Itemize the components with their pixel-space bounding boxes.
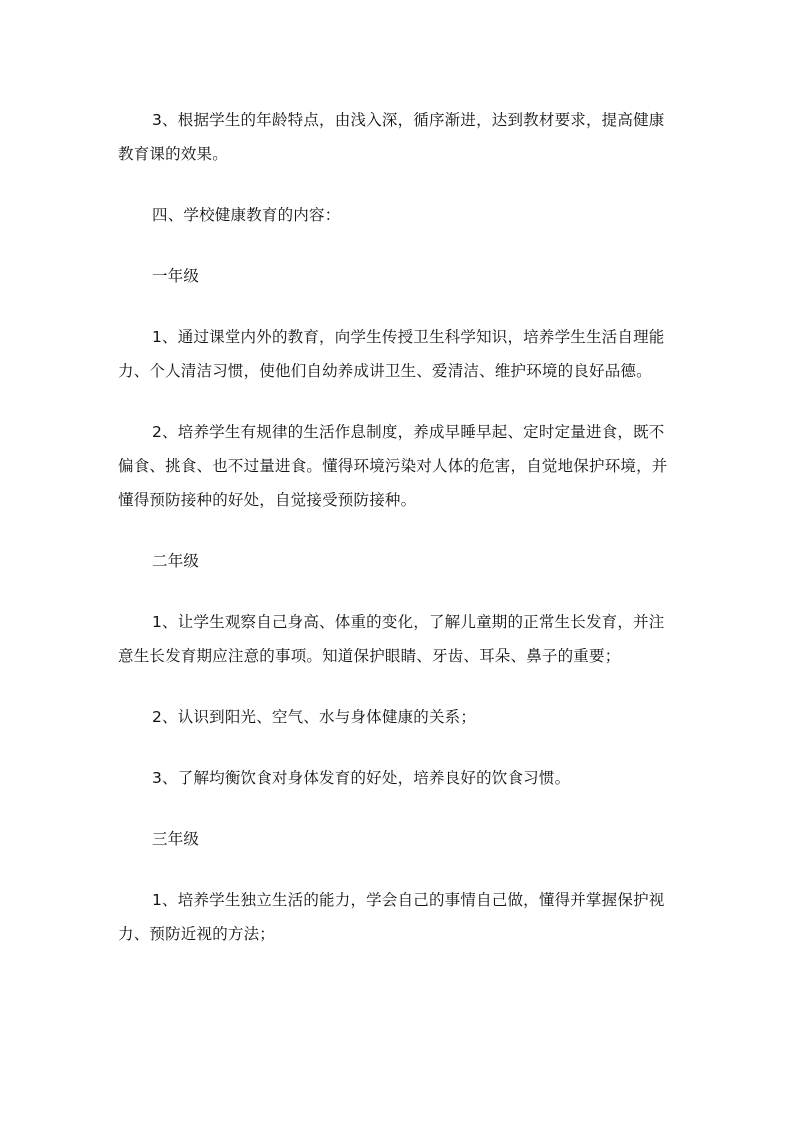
paragraph-teaching-effect	[118, 103, 678, 171]
grade-heading-third	[118, 822, 678, 856]
paragraph-line: 教育课的效果。	[118, 145, 228, 163]
document-body	[118, 103, 678, 951]
paragraph-grade2-item1	[118, 605, 678, 673]
paragraph-line: 3、根据学生的年龄特点，由浅入深，循序渐进，达到教材要求，提高健康	[152, 111, 665, 129]
paragraph-line: 四、学校健康教育的内容：	[152, 206, 341, 224]
paragraph-line: 二年级	[152, 552, 200, 570]
paragraph-line: 懂得预防接种的好处，自觉接受预防接种。	[118, 491, 417, 509]
paragraph-grade3-item1	[118, 883, 678, 951]
paragraph-line: 力、预防近视的方法；	[118, 925, 276, 943]
paragraph-line: 偏食、挑食、也不过量进食。懂得环境污染对人体的危害，自觉地保护环境，并	[118, 457, 668, 475]
paragraph-line: 2、认识到阳光、空气、水与身体健康的关系；	[152, 708, 477, 726]
paragraph-line: 力、个人清洁习惯，使他们自幼养成讲卫生、爱清洁、维护环境的良好品德。	[118, 362, 652, 380]
paragraph-line: 一年级	[152, 267, 200, 285]
paragraph-line: 意生长发育期应注意的事项。知道保护眼睛、牙齿、耳朵、鼻子的重要；	[118, 647, 621, 665]
paragraph-grade1-item1	[118, 320, 678, 388]
paragraph-line: 三年级	[152, 830, 200, 848]
paragraph-grade1-item2	[118, 415, 678, 517]
paragraph-line: 3、了解均衡饮食对身体发育的好处，培养良好的饮食习惯。	[152, 769, 571, 787]
paragraph-grade2-item2	[118, 700, 678, 734]
paragraph-line: 2、培养学生有规律的生活作息制度，养成早睡早起、定时定量进食，既不	[152, 423, 665, 441]
grade-heading-first	[118, 259, 678, 293]
paragraph-line: 1、培养学生独立生活的能力，学会自己的事情自己做，懂得并掌握保护视	[152, 891, 665, 909]
section-heading-content	[118, 198, 678, 232]
paragraph-line: 1、通过课堂内外的教育，向学生传授卫生科学知识，培养学生生活自理能	[152, 328, 665, 346]
grade-heading-second	[118, 544, 678, 578]
paragraph-grade2-item3	[118, 761, 678, 795]
paragraph-line: 1、让学生观察自己身高、体重的变化，了解儿童期的正常生长发育，并注	[152, 613, 665, 631]
